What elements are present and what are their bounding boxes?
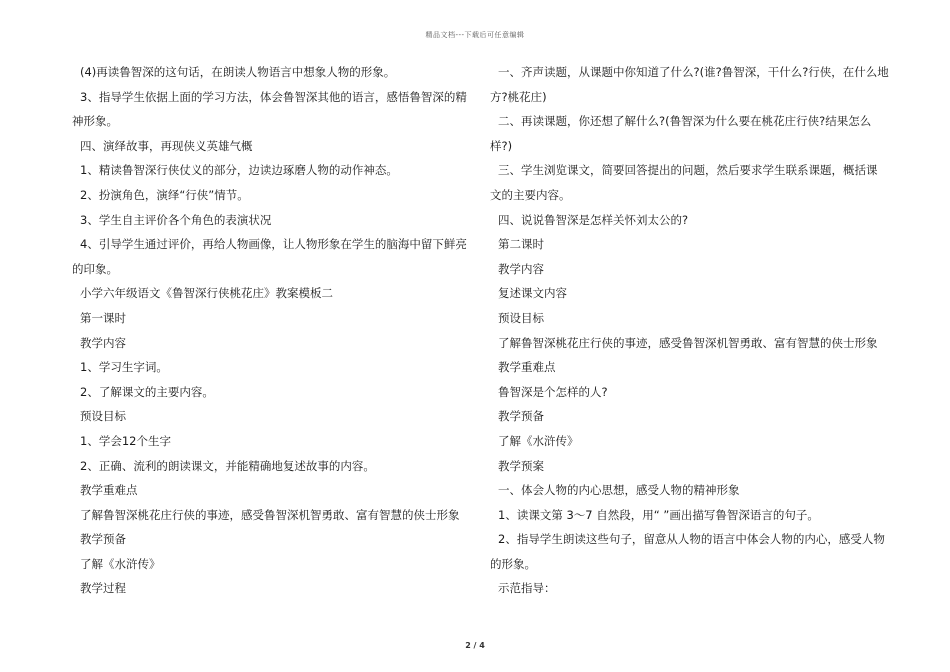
- paragraph-line: 3、学生自主评价各个角色的表演状况: [80, 212, 272, 227]
- paragraph-line: 1、读课文第 3～7 自然段，用“ ”画出描写鲁智深语言的句子。: [498, 507, 819, 522]
- paragraph-line: 了解鲁智深桃花庄行侠的事迹，感受鲁智深机智勇敢、富有智慧的侠士形象: [498, 335, 878, 350]
- paragraph-line: 教学过程: [80, 581, 126, 596]
- paragraph-line: 第一课时: [80, 310, 126, 325]
- paragraph-line: 三、学生浏览课文，简要回答提出的问题，然后要求学生联系课题，概括课: [498, 163, 878, 178]
- paragraph-line: 示范指导：: [498, 581, 556, 596]
- paragraph-line: 鲁智深是个怎样的人?: [498, 384, 608, 399]
- paragraph-line: 2、扮演角色，演绎“行侠”情节。: [80, 187, 249, 202]
- page-header: 精品文档---下载后可任意编辑: [425, 31, 525, 39]
- paragraph-line: 4、引导学生通过评价，再给人物画像，让人物形象在学生的脑海中留下鲜亮: [80, 237, 467, 252]
- right-column: [490, 60, 889, 601]
- paragraph-line: 样?): [490, 138, 513, 153]
- paragraph-line: 2、指导学生朗读这些句子，留意从人物的语言中体会人物的内心，感受人物: [498, 532, 885, 547]
- paragraph-line: 教学预备: [80, 532, 126, 547]
- paragraph-line: 了解鲁智深桃花庄行侠的事迹，感受鲁智深机智勇敢、富有智慧的侠士形象: [80, 507, 460, 522]
- paragraph-line: 二、再读课题，你还想了解什么?(鲁智深为什么要在桃花庄行侠?结果怎么: [498, 114, 872, 129]
- paragraph-line: 教学重难点: [498, 360, 556, 375]
- paragraph-line: 复述课文内容: [498, 286, 567, 301]
- paragraph-line: 教学重难点: [80, 483, 138, 498]
- paragraph-line: 小学六年级语文《鲁智深行侠桃花庄》教案模板二: [80, 286, 333, 301]
- paragraph-line: 了解《水浒传》: [80, 556, 161, 571]
- page-number: 2 / 4: [465, 641, 485, 650]
- paragraph-line: 的形象。: [490, 556, 536, 571]
- paragraph-line: 3、指导学生依据上面的学习方法，体会鲁智深其他的语言，感悟鲁智深的精: [80, 89, 467, 104]
- paragraph-line: 教学预案: [498, 458, 544, 473]
- paragraph-line: 教学内容: [80, 335, 126, 350]
- paragraph-line: 神形象。: [72, 114, 118, 129]
- paragraph-line: 教学预备: [498, 409, 544, 424]
- paragraph-line: 1、学会12个生字: [80, 433, 171, 448]
- paragraph-line: (4)再读鲁智深的这句话，在朗读人物语言中想象人物的形象。: [80, 65, 396, 79]
- paragraph-line: 2、正确、流利的朗读课文，并能精确地复述故事的内容。: [80, 458, 375, 473]
- paragraph-line: 教学内容: [498, 261, 544, 276]
- paragraph-line: 1、学习生字词。: [80, 360, 168, 375]
- paragraph-line: 四、说说鲁智深是怎样关怀刘太公的?: [498, 212, 689, 227]
- paragraph-line: 文的主要内容。: [490, 187, 571, 202]
- paragraph-line: 方?桃花庄): [490, 89, 547, 104]
- paragraph-line: 一、体会人物的内心思想，感受人物的精神形象: [498, 483, 740, 498]
- paragraph-line: 的印象。: [72, 261, 118, 276]
- paragraph-line: 预设目标: [80, 409, 126, 424]
- left-column: [72, 60, 477, 601]
- paragraph-line: 四、演绎故事，再现侠义英雄气概: [80, 138, 253, 153]
- paragraph-line: 2、了解课文的主要内容。: [80, 384, 214, 399]
- paragraph-line: 预设目标: [498, 310, 544, 325]
- paragraph-line: 了解《水浒传》: [498, 433, 579, 448]
- paragraph-line: 1、精读鲁智深行侠仗义的部分，边读边琢磨人物的动作神态。: [80, 163, 398, 178]
- paragraph-line: 一、齐声读题，从课题中你知道了什么?(谁?鲁智深，干什么?行侠，在什么地: [498, 65, 889, 79]
- paragraph-line: 第二课时: [498, 237, 544, 252]
